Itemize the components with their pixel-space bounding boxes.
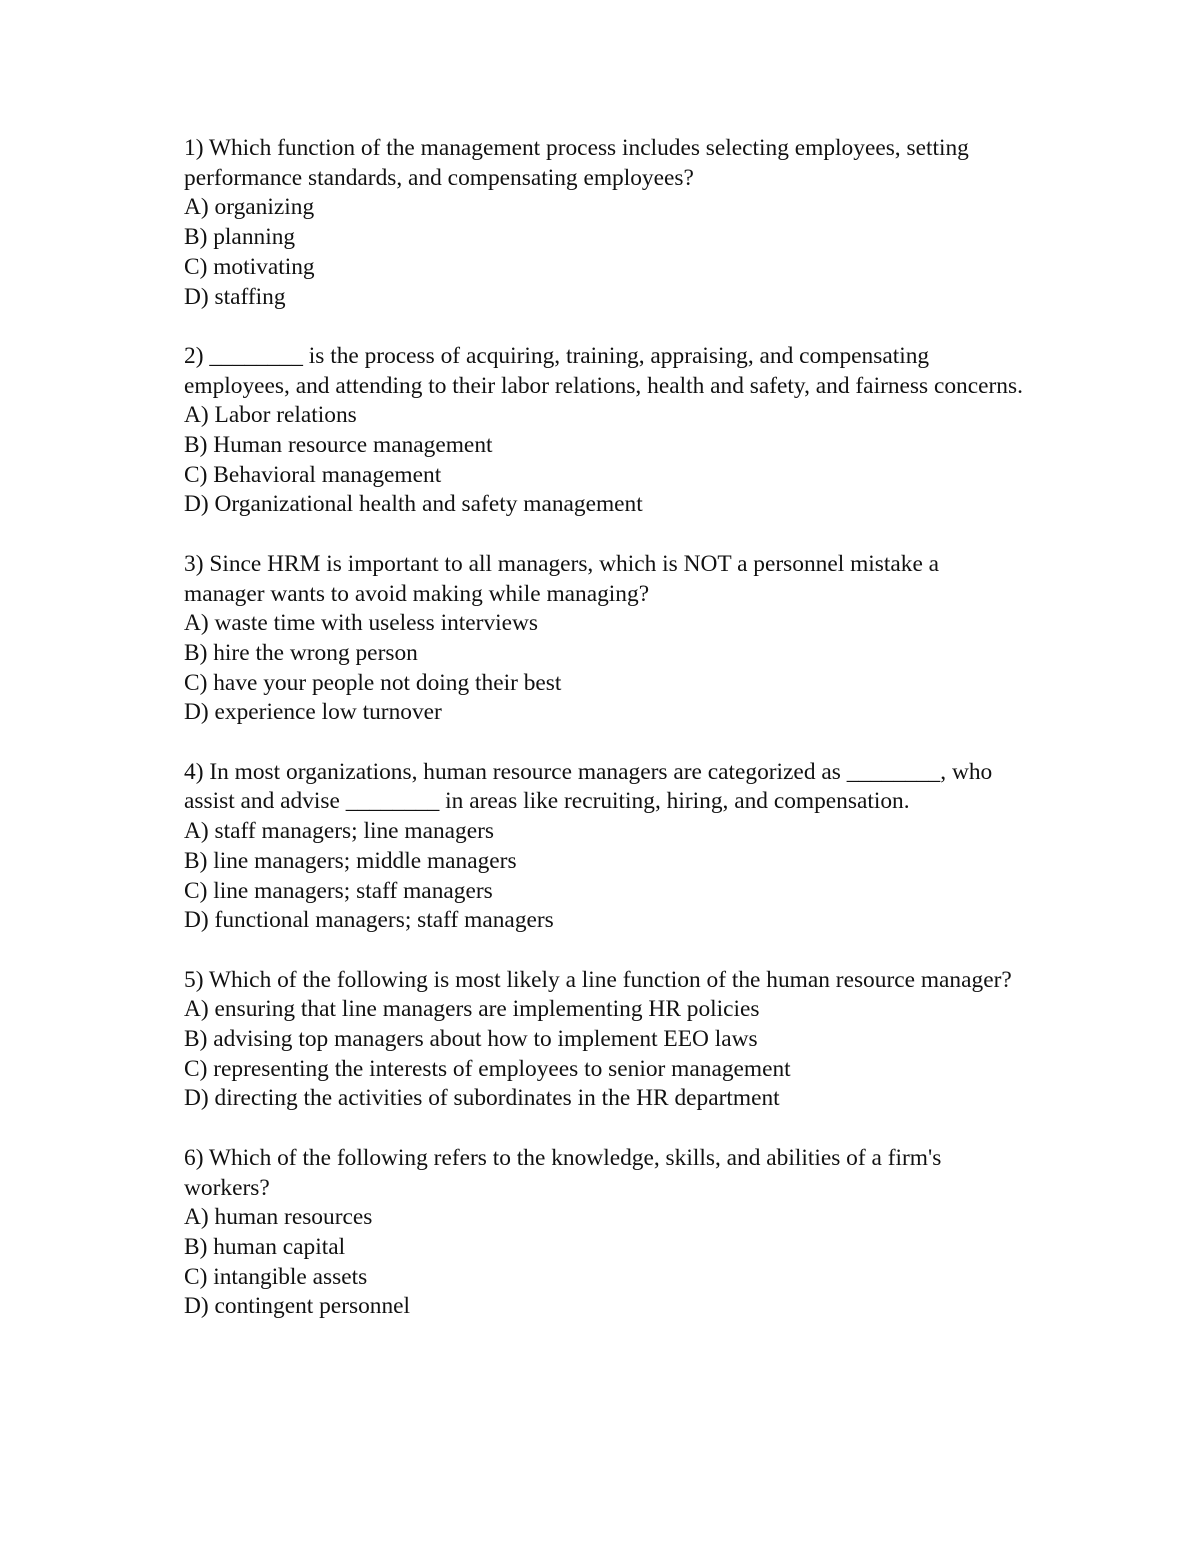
answer-option-a: A) Labor relations xyxy=(184,402,357,429)
answer-option-b: B) hire the wrong person xyxy=(184,639,418,666)
answer-option-c: C) motivating xyxy=(184,253,315,280)
question-2 xyxy=(184,342,1024,520)
answer-option-d: D) functional managers; staff managers xyxy=(184,907,554,934)
answer-option-d: D) Organizational health and safety management xyxy=(184,491,643,518)
answer-option-b: B) planning xyxy=(184,224,296,251)
question-4 xyxy=(184,758,1024,936)
question-3 xyxy=(184,550,1024,728)
answer-option-c: C) line managers; staff managers xyxy=(184,877,493,904)
answer-option-b: B) line managers; middle managers xyxy=(184,847,517,874)
answer-option-c: C) have your people not doing their best xyxy=(184,669,562,696)
answer-option-c: C) Behavioral management xyxy=(184,461,442,488)
question-stem: 5) Which of the following is most likely a line function of the human resource manager? xyxy=(184,966,1012,993)
question-stem: 3) Since HRM is important to all managers, which is NOT a personnel mistake a manager wants to avoid making while managing? xyxy=(184,550,940,607)
answer-option-b: B) advising top managers about how to implement EEO laws xyxy=(184,1026,758,1053)
question-1 xyxy=(184,134,1024,312)
answer-option-a: A) staff managers; line managers xyxy=(184,818,495,845)
question-6 xyxy=(184,1144,1024,1322)
answer-option-a: A) human resources xyxy=(184,1204,373,1231)
answer-option-d: D) staffing xyxy=(184,283,286,310)
answer-option-d: D) experience low turnover xyxy=(184,699,442,726)
answer-option-d: D) directing the activities of subordinates in the HR department xyxy=(184,1085,780,1112)
question-stem: 6) Which of the following refers to the knowledge, skills, and abilities of a firm's workers? xyxy=(184,1144,942,1201)
question-list xyxy=(184,134,1024,1352)
answer-option-a: A) organizing xyxy=(184,194,315,221)
question-stem: 4) In most organizations, human resource managers are categorized as ________, who assist and advise ________ in areas like recruiting, hiring, and compensation. xyxy=(184,758,993,815)
answer-option-b: B) Human resource management xyxy=(184,432,493,459)
answer-option-c: C) intangible assets xyxy=(184,1263,368,1290)
answer-option-c: C) representing the interests of employees to senior management xyxy=(184,1055,791,1082)
question-stem: 2) ________ is the process of acquiring, training, appraising, and compensating employees, and attending to their labor relations, health and safety, and fairness concerns. xyxy=(184,342,1023,399)
answer-option-a: A) waste time with useless interviews xyxy=(184,610,539,637)
answer-option-b: B) human capital xyxy=(184,1233,346,1260)
answer-option-d: D) contingent personnel xyxy=(184,1293,411,1320)
answer-option-a: A) ensuring that line managers are implementing HR policies xyxy=(184,996,760,1023)
question-5 xyxy=(184,966,1024,1115)
question-stem: 1) Which function of the management process includes selecting employees, setting performance standards, and compensating employees? xyxy=(184,135,969,191)
